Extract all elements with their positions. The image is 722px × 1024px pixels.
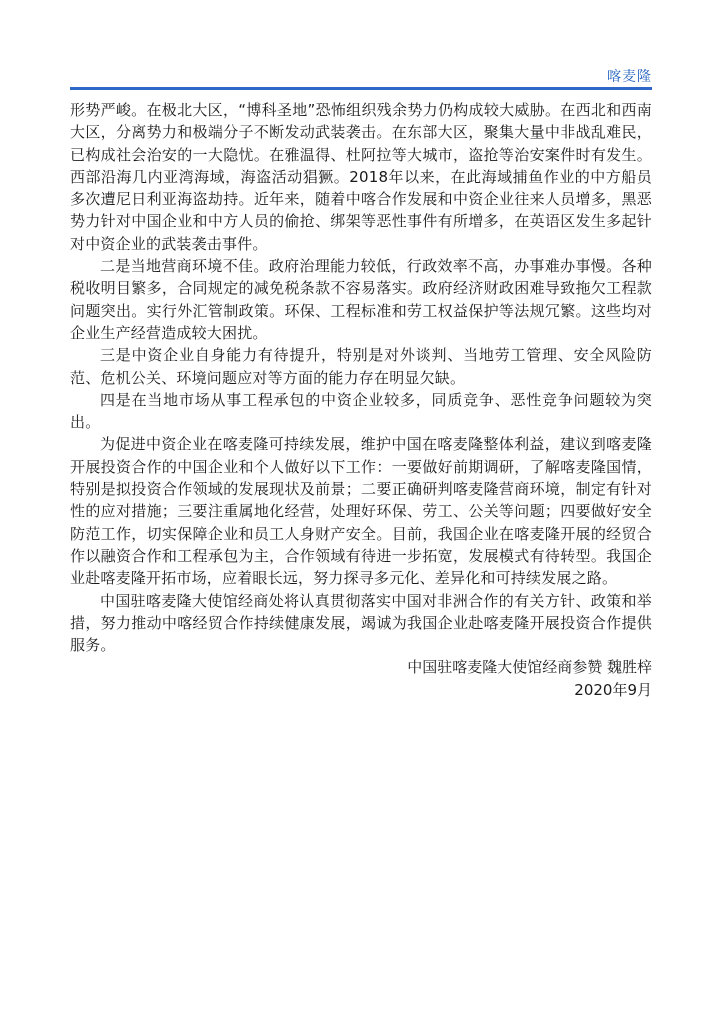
paragraph-security-situation: 形势严峻。在极北大区，“博科圣地”恐怖组织残余势力仍构成较大威胁。在西北和西南大区，分离势力和极端分子不断发动武装袭击。在东部大区，聚集大量中非战乱难民，已构成社会治安的一大隐忧。在雅温得、杜阿拉等大城市，盗抢等治安案件时有发生。西部沿海几内亚湾海域，海盗活动猖獗。2018年以来，在此海域捕鱼作业的中方船员多次遭尼日利亚海盗劫持。近年来，随着中喀合作发展和中资企业往来人员增多，黑恶势力针对中国企业和中方人员的偷抢、绑架等恶性事件有所增多，在英语区发生多起针对中资企业的武装袭击事件。 <box>70 101 652 253</box>
paragraph-enterprise-capability: 三是中资企业自身能力有待提升，特别是对外谈判、当地劳工管理、安全风险防范、危机公关、环境问题应对等方面的能力存在明显欠缺。 <box>70 346 652 387</box>
paragraph-business-environment: 二是当地营商环境不佳。政府治理能力较低，行政效率不高，办事难办事慢。各种税收明目繁多，合同规定的减免税条款不容易落实。政府经济财政困难导致拖欠工程款问题突出。实行外汇管制政策。环保、工程标准和劳工权益保护等法规冗繁。这些均对企业生产经营造成较大困扰。 <box>70 257 652 342</box>
paragraph-recommendations: 为促进中资企业在喀麦隆可持续发展，维护中国在喀麦隆整体利益，建议到喀麦隆开展投资合作的中国企业和个人做好以下工作：一要做好前期调研，了解喀麦隆国情，特别是拟投资合作领域的发展现状及前景；二要正确研判喀麦隆营商环境，制定有针对性的应对措施；三要注重属地化经营，处理好环保、劳工、公关等问题；四要做好安全防范工作，切实保障企业和员工人身财产安全。目前，我国企业在喀麦隆开展的经贸合作以融资合作和工程承包为主，合作领域有待进一步拓宽，发展模式有待转型。我国企业赴喀麦隆开拓市场，应着眼长远，努力探寻多元化、差异化和可持续发展之路。 <box>70 435 652 588</box>
header-rule <box>70 87 652 90</box>
signature-date: 2020年9月 <box>574 680 652 699</box>
paragraph-competition: 四是在当地市场从事工程承包的中资企业较多，同质竞争、恶性竞争问题较为突出。 <box>70 390 652 432</box>
signature-author: 中国驻喀麦隆大使馆经商参赞 魏胜梓 <box>407 658 652 677</box>
page-header <box>70 62 652 90</box>
header-title: 喀麦隆 <box>607 69 652 85</box>
paragraph-commitment: 中国驻喀麦隆大使馆经商处将认真贯彻落实中国对非洲合作的有关方针、政策和举措，努力推动中喀经贸合作持续健康发展，竭诚为我国企业赴喀麦隆开展投资合作提供服务。 <box>70 591 652 655</box>
document-body <box>70 99 652 701</box>
